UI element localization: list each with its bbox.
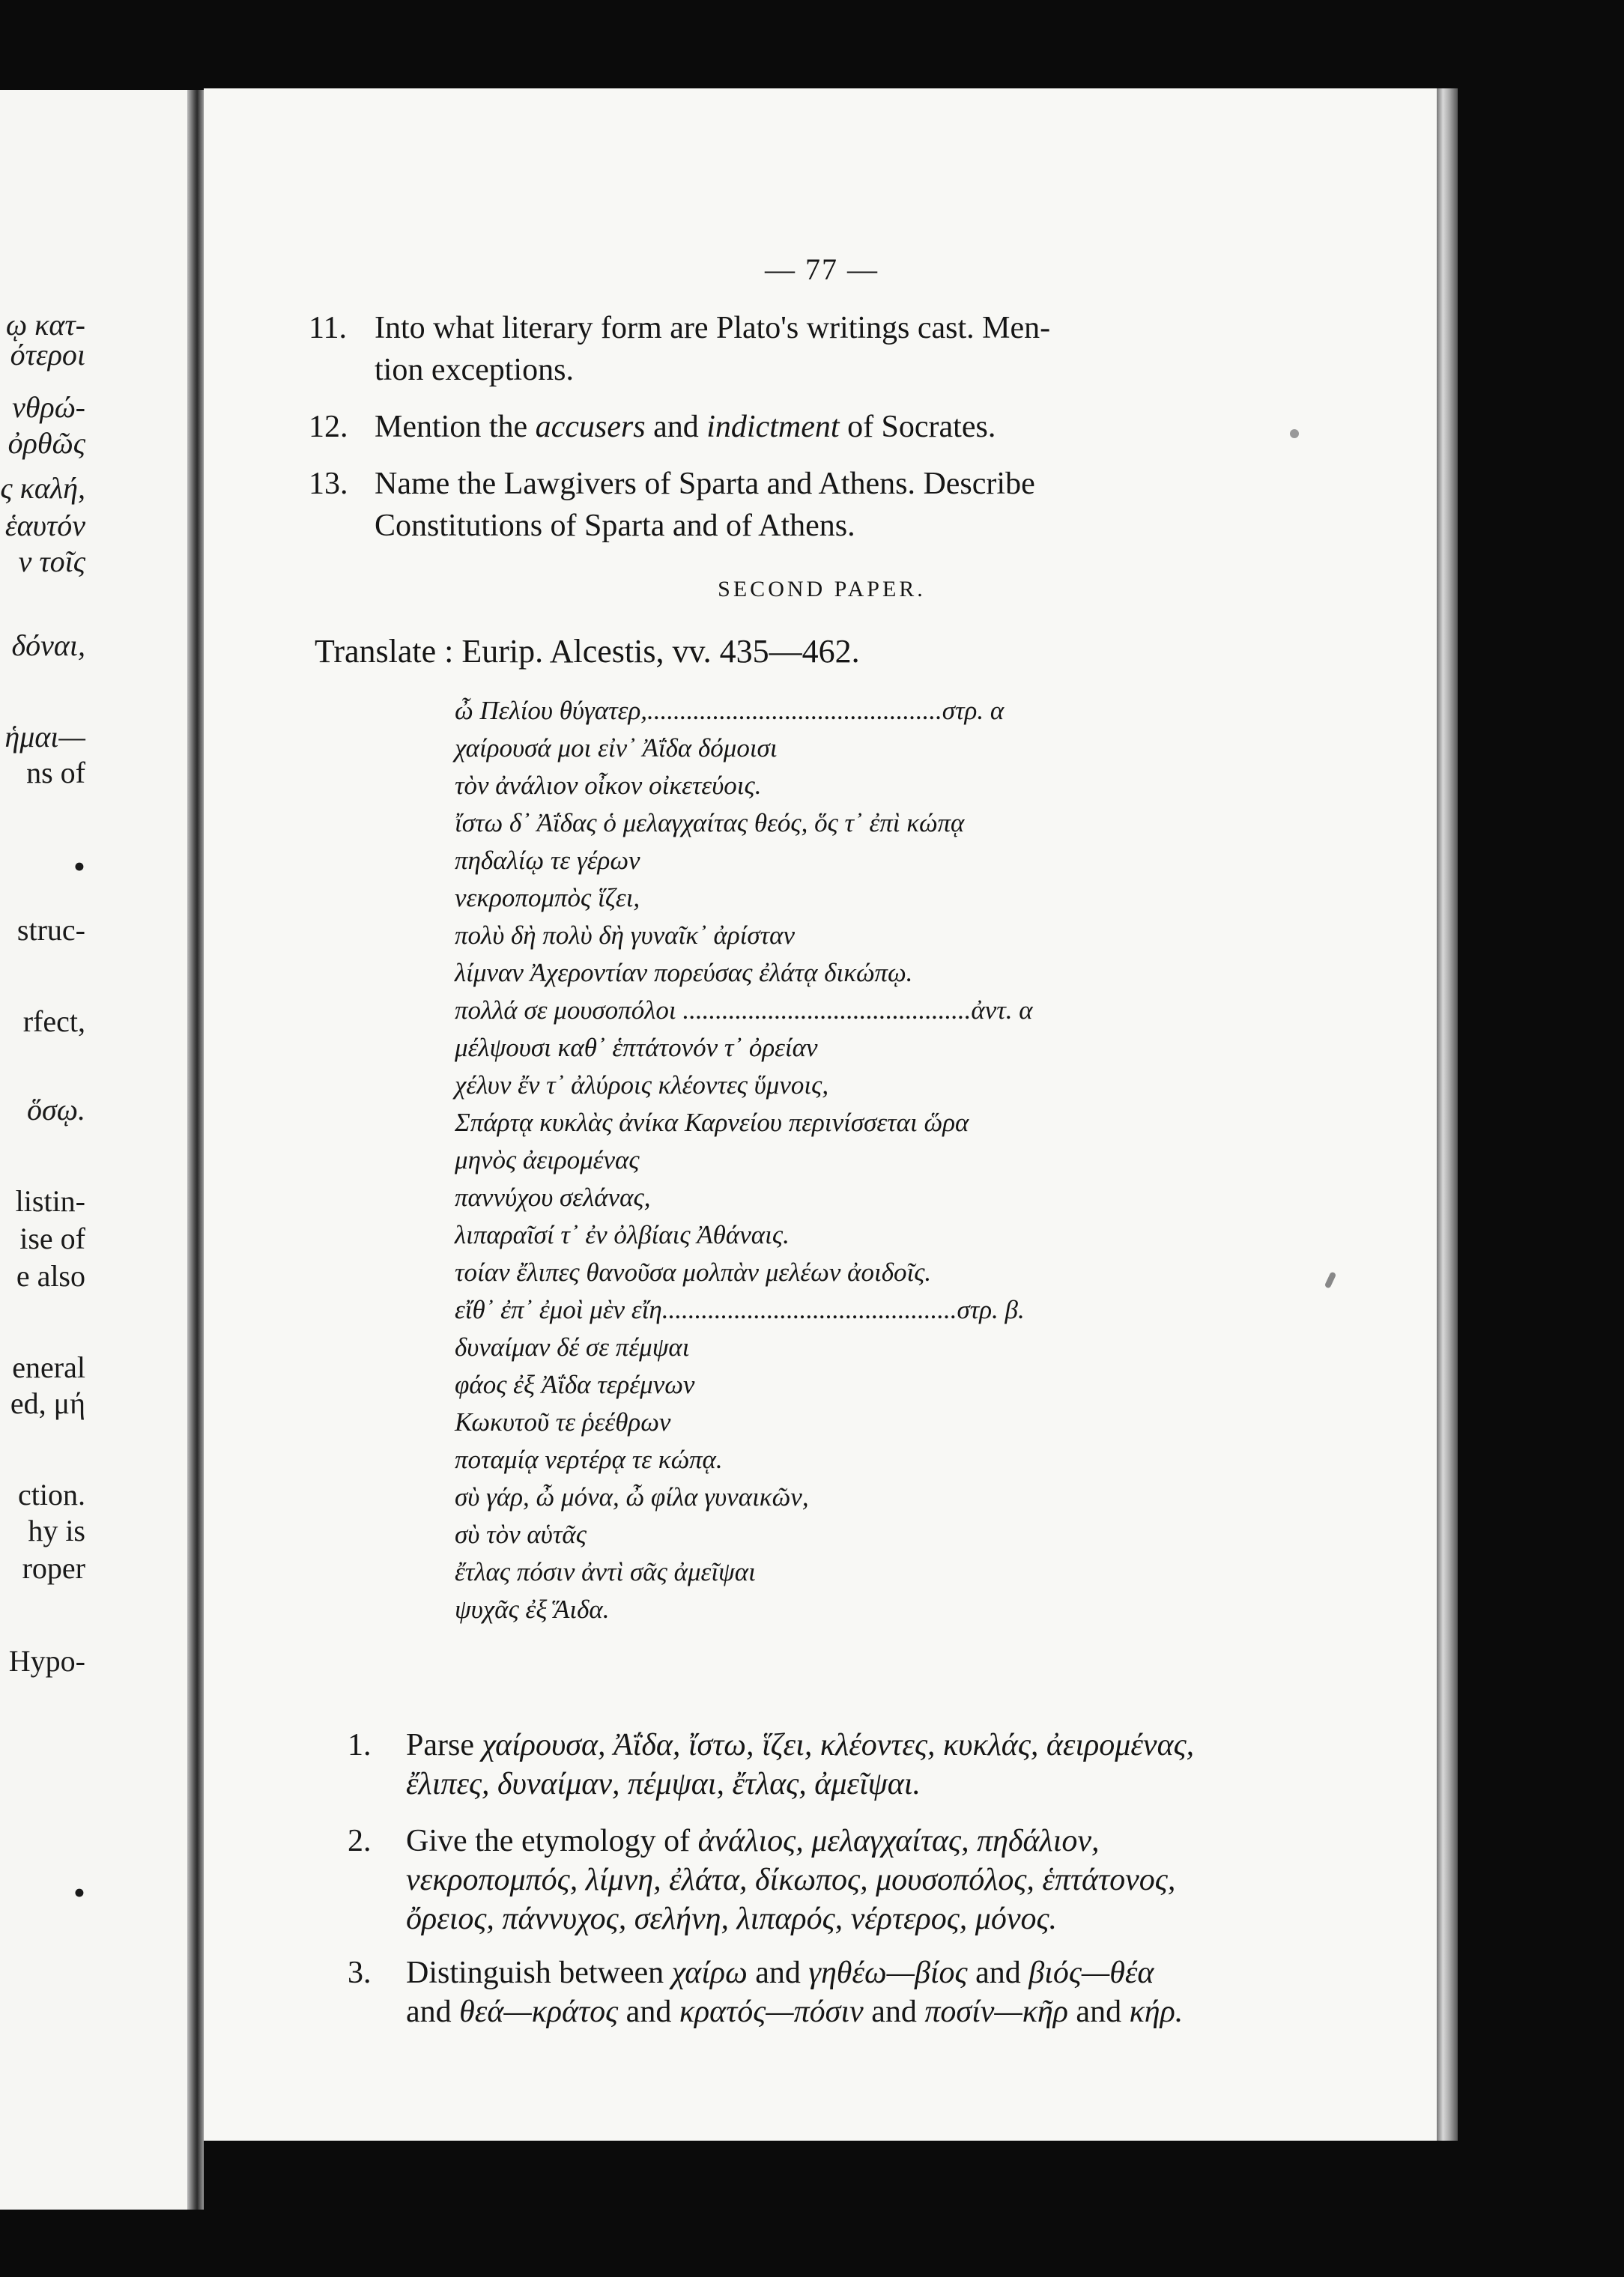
- question-text: and: [618, 1995, 679, 2029]
- question-italic: accusers: [535, 410, 646, 444]
- left-fragment: ἡμαι—: [4, 720, 85, 754]
- question-text: of Socrates.: [839, 410, 996, 444]
- greek-words: βιός—θέα: [1028, 1956, 1154, 1990]
- question-text: Mention the: [375, 410, 536, 444]
- verse-line: παννύχου σελάνας,: [455, 1183, 651, 1212]
- question-text: and: [747, 1956, 809, 1990]
- scan-speck: [1324, 1271, 1337, 1288]
- left-fragment: ὀρθῶς: [7, 426, 85, 460]
- left-fragment: νθρώ-: [12, 390, 85, 424]
- question-text: Give the etymology of: [406, 1824, 698, 1858]
- left-fragment: hy is: [28, 1514, 85, 1547]
- greek-words: ποσίν—κῆρ: [924, 1995, 1068, 2029]
- left-fragment: ν τοῖς: [18, 545, 85, 578]
- greek-words: ἔλιπες, δυναίμαν, πέμψαι, ἔτλας, ἀμεῖψαι.: [406, 1767, 921, 1801]
- left-fragment: Hypo-: [8, 1644, 85, 1678]
- verse-line: χαίρουσά μοι εἰν᾿ Ἀΐδα δόμοισι: [455, 733, 778, 762]
- verse-line: πολὺ δὴ πολὺ δὴ γυναῖκ᾿ ἀρίσταν: [455, 921, 796, 950]
- verse-line: μηνὸς ἀειρομένας: [455, 1145, 640, 1174]
- verse-line: Σπάρτᾳ κυκλὰς ἀνίκα Καρνείου περινίσσεται ὥρα: [455, 1108, 969, 1137]
- verse-line: Κωκυτοῦ τε ῥεέθρων: [455, 1407, 671, 1437]
- left-fragment: ῳ κατ-: [5, 308, 85, 342]
- question-12: [309, 406, 1342, 448]
- verse-line: δυναίμαν δέ σε πέμψαι: [455, 1332, 690, 1362]
- question-number: 12.: [309, 410, 348, 444]
- verse-line: πηδαλίῳ τε γέρων: [455, 846, 640, 875]
- left-fragment: e also: [16, 1259, 85, 1293]
- left-fragment: listin-: [15, 1184, 85, 1218]
- translate-instruction: Translate : Eurip. Alcestis, vv. 435—462.: [315, 633, 860, 670]
- question-text: and: [645, 410, 707, 444]
- question-number: 11.: [309, 311, 347, 345]
- question-13: [309, 463, 1342, 547]
- left-fragment: struc-: [16, 913, 85, 947]
- page-edge: [1437, 88, 1458, 2141]
- question-text: and: [1067, 1995, 1130, 2029]
- verse-line: τὸν ἀνάλιον οἶκον οἰκετεύοις.: [455, 771, 762, 800]
- verse-line: χέλυν ἔν τ᾿ ἀλύροις κλέοντες ὕμνοις,: [455, 1070, 829, 1100]
- verse-line: ψυχᾶς ἐξ Ἅιδα.: [455, 1595, 610, 1624]
- greek-words: νεκροπομπός, λίμνη, ἐλάτα, δίκωπος, μουσοπόλος, ἑπτάτονος,: [406, 1863, 1176, 1897]
- verse-line: λιπαραῖσί τ᾿ ἐν ὀλβίαις Ἀθάναις.: [455, 1220, 790, 1249]
- left-fragment: ἑαυτόν: [4, 509, 85, 542]
- left-facing-page: [0, 90, 187, 2210]
- question-text: Distinguish between: [406, 1956, 672, 1990]
- verse-line: μέλψουσι καθ᾿ ἑπτάτονόν τ᾿ ὀρείαν: [455, 1033, 818, 1062]
- section-heading: SECOND PAPER.: [718, 577, 926, 601]
- verse-line: εἴθ᾿ ἐπ᾿ ἐμοὶ μὲν εἴη.............................................στρ. β.: [455, 1295, 1025, 1324]
- verse-line: τοίαν ἔλιπες θανοῦσα μολπὰν μελέων ἀοιδοῖς.: [455, 1258, 932, 1287]
- left-fragment: •: [73, 847, 85, 885]
- left-fragment: roper: [22, 1551, 85, 1585]
- left-fragment: rfect,: [22, 1004, 85, 1038]
- left-fragment: ns of: [26, 756, 85, 789]
- greek-words: γηθέω—βίος: [808, 1956, 968, 1990]
- verse-line: λίμναν Ἀχεροντίαν πορεύσας ἐλάτᾳ δικώπῳ.: [455, 958, 913, 987]
- question-italic: indictment: [706, 410, 840, 444]
- verse-line: σὺ γάρ, ὦ μόνα, ὦ φίλα γυναικῶν,: [455, 1482, 809, 1512]
- verse-line: φάος ἐξ Ἀΐδα τερέμνων: [455, 1370, 695, 1399]
- verse-line: σὺ τὸν αὑτᾶς: [455, 1520, 587, 1549]
- question-text-cont: Constitutions of Sparta and of Athens.: [375, 509, 855, 543]
- book-page: [204, 88, 1440, 2141]
- question-11: [309, 307, 1342, 391]
- scan-speck: [1290, 429, 1299, 438]
- left-fragment: eneral: [12, 1350, 85, 1384]
- question-number: 1.: [348, 1728, 372, 1762]
- question-1: [348, 1726, 1344, 1804]
- left-fragment: ὅσῳ.: [27, 1093, 85, 1127]
- question-text: and: [863, 1995, 925, 2029]
- greek-words: κρατός—πόσιν: [679, 1995, 864, 2029]
- question-number: 13.: [309, 467, 348, 501]
- verse-line: νεκροπομπὸς ἵζει,: [455, 883, 640, 912]
- verse-line: ποταμίᾳ νερτέρᾳ τε κώπᾳ.: [455, 1445, 723, 1474]
- left-fragment: ς καλή,: [0, 471, 85, 505]
- question-text: Name the Lawgivers of Sparta and Athens. Describe: [375, 467, 1035, 501]
- greek-words: θεά—κράτος: [459, 1995, 619, 2029]
- verse-line: πολλά σε μουσοπόλοι ............................................ἀντ. α: [455, 995, 1033, 1025]
- book-gutter: [187, 90, 204, 2210]
- left-fragment: ed, μή: [10, 1386, 85, 1420]
- page-number: — 77 —: [765, 252, 879, 286]
- greek-words: ἀνάλιος, μελαγχαίτας, πηδάλιον,: [697, 1824, 1100, 1858]
- greek-words: κήρ.: [1129, 1995, 1184, 2029]
- left-fragment: ction.: [18, 1478, 85, 1512]
- question-number: 2.: [348, 1824, 372, 1858]
- left-fragment: •: [73, 1873, 85, 1911]
- left-fragment: ise of: [19, 1222, 85, 1255]
- verse-line: ἔτλας πόσιν ἀντὶ σᾶς ἀμεῖψαι: [455, 1557, 756, 1586]
- greek-verse: [455, 692, 1033, 1628]
- greek-words: χαίρουσα, Ἀΐδα, ἴστω, ἵζει, κλέοντες, κυκλάς, ἀειρομένας,: [482, 1728, 1195, 1762]
- verse-line: ἴστω δ᾿ Ἀΐδας ὁ μελαγχαίτας θεός, ὅς τ᾿ ἐπὶ κώπᾳ: [455, 808, 965, 837]
- greek-words: χαίρω: [671, 1956, 748, 1990]
- question-text: and: [406, 1995, 460, 2029]
- question-text: and: [967, 1956, 1029, 1990]
- question-text-cont: tion exceptions.: [375, 353, 574, 387]
- left-fragment: ότεροι: [10, 338, 85, 372]
- question-number: 3.: [348, 1956, 372, 1990]
- question-text: Into what literary form are Plato's writings cast. Men-: [375, 311, 1051, 345]
- left-fragment: δόναι,: [11, 628, 85, 662]
- greek-words: ὄρειος, πάννυχος, σελήνη, λιπαρός, νέρτερος, μόνος.: [406, 1902, 1058, 1936]
- question-2: [348, 1822, 1344, 1938]
- question-text: Parse: [406, 1728, 482, 1762]
- question-3: [348, 1953, 1344, 2031]
- verse-line: ὦ Πελίου θύγατερ,.............................................στρ. α: [455, 696, 1005, 725]
